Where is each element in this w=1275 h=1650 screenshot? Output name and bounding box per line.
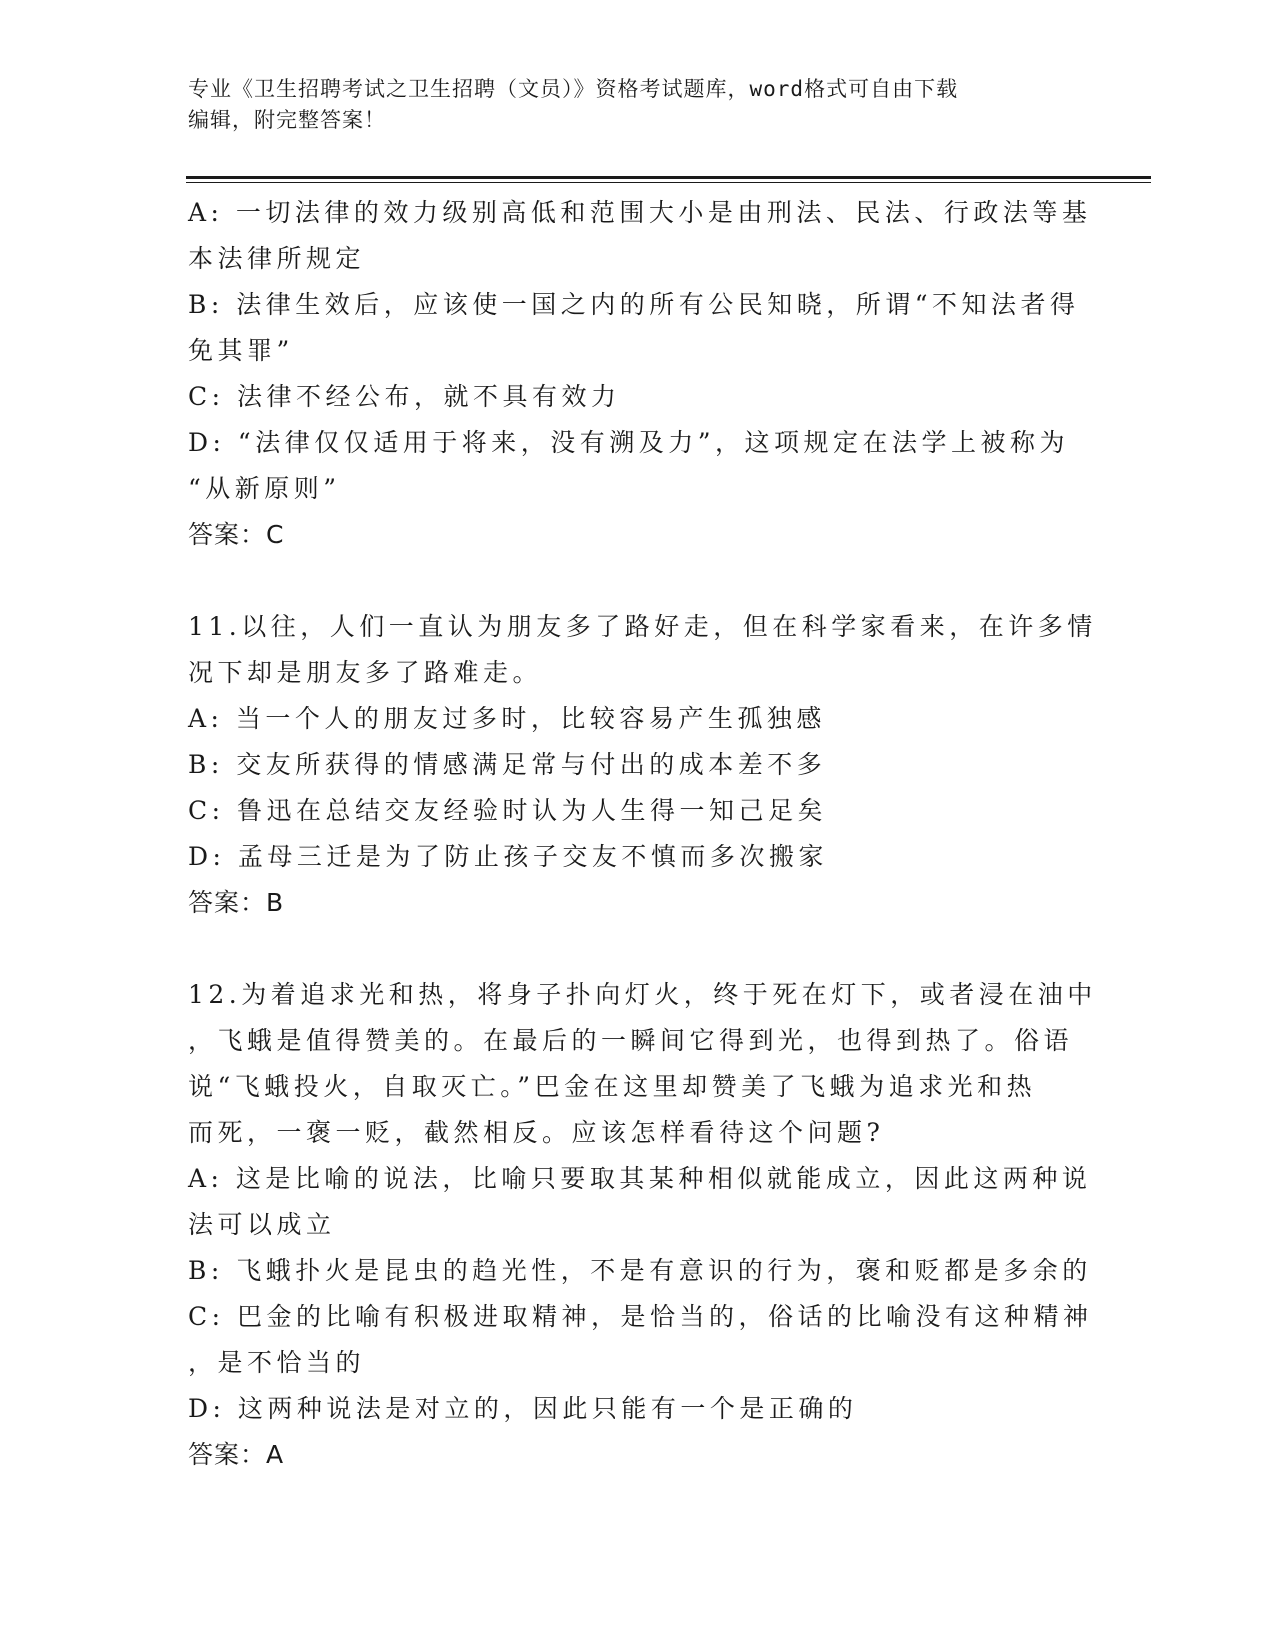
option-a-line-2: 本法律所规定 (188, 244, 366, 273)
answer-label: 答案：C (188, 520, 285, 549)
page-header (188, 74, 1088, 136)
option-c-line-1: C: 巴金的比喻有积极进取精神，是恰当的，俗话的比喻没有这种精神 (188, 1302, 1093, 1331)
question-stem-line-2: ，飞蛾是值得赞美的。在最后的一瞬间它得到光，也得到热了。俗语 (188, 1026, 1074, 1055)
answer-label: 答案：A (188, 1440, 285, 1469)
option-a-line-1: A: 一切法律的效力级别高低和范围大小是由刑法、民法、行政法等基 (188, 198, 1092, 227)
spacer (188, 926, 1078, 972)
option-d-line-1: D: “法律仅仅适用于将来，没有溯及力”，这项规定在法学上被称为 (188, 428, 1069, 457)
question-stem-line-3: 说“飞蛾投火，自取灭亡。”巴金在这里却赞美了飞蛾为追求光和热 (188, 1072, 1037, 1101)
option-b-line-1: B: 法律生效后，应该使一国之内的所有公民知晓，所谓“不知法者得 (188, 290, 1080, 319)
header-rule-thick (186, 176, 1151, 179)
question-11 (188, 604, 1097, 926)
option-a-line-2: 法可以成立 (188, 1210, 336, 1239)
option-c-line-2: ，是不恰当的 (188, 1348, 366, 1377)
question-stem-line-2: 况下却是朋友多了路难走。 (188, 658, 543, 687)
question-stem-line-1: 12.为着追求光和热，将身子扑向灯火，终于死在灯下，或者浸在油中 (188, 980, 1097, 1009)
question-stem-line-4: 而死，一褒一贬，截然相反。应该怎样看待这个问题? (188, 1118, 885, 1147)
header-line-2: 编辑，附完整答案！ (188, 108, 386, 132)
question-12 (188, 972, 1097, 1478)
option-b-line-2: 免其罪” (188, 336, 294, 365)
header-line-1: 专业《卫生招聘考试之卫生招聘（文员）》资格考试题库，word格式可自由下载 (188, 77, 959, 101)
option-c-line-1: C: 鲁迅在总结交友经验时认为人生得一知己足矣 (188, 796, 827, 825)
question-stem-line-1: 11.以往，人们一直认为朋友多了路好走，但在科学家看来，在许多情 (188, 612, 1097, 641)
question-10 (188, 190, 1092, 558)
option-d-line-1: D: 孟母三迁是为了防止孩子交友不慎而多次搬家 (188, 842, 828, 871)
option-b-line-1: B: 飞蛾扑火是昆虫的趋光性，不是有意识的行为，褒和贬都是多余的 (188, 1256, 1092, 1285)
answer-label: 答案：B (188, 888, 285, 917)
question-list (188, 190, 1097, 1478)
option-b-line-1: B: 交友所获得的情感满足常与付出的成本差不多 (188, 750, 827, 779)
option-a-line-1: A: 这是比喻的说法，比喻只要取其某种相似就能成立，因此这两种说 (188, 1164, 1092, 1193)
spacer (188, 558, 1078, 604)
option-d-line-2: “从新原则” (188, 474, 341, 503)
option-d-line-1: D: 这两种说法是对立的，因此只能有一个是正确的 (188, 1394, 858, 1423)
option-c-line-1: C: 法律不经公布，就不具有效力 (188, 382, 621, 411)
header-rule-thin (186, 182, 1151, 183)
option-a-line-1: A: 当一个人的朋友过多时，比较容易产生孤独感 (188, 704, 826, 733)
